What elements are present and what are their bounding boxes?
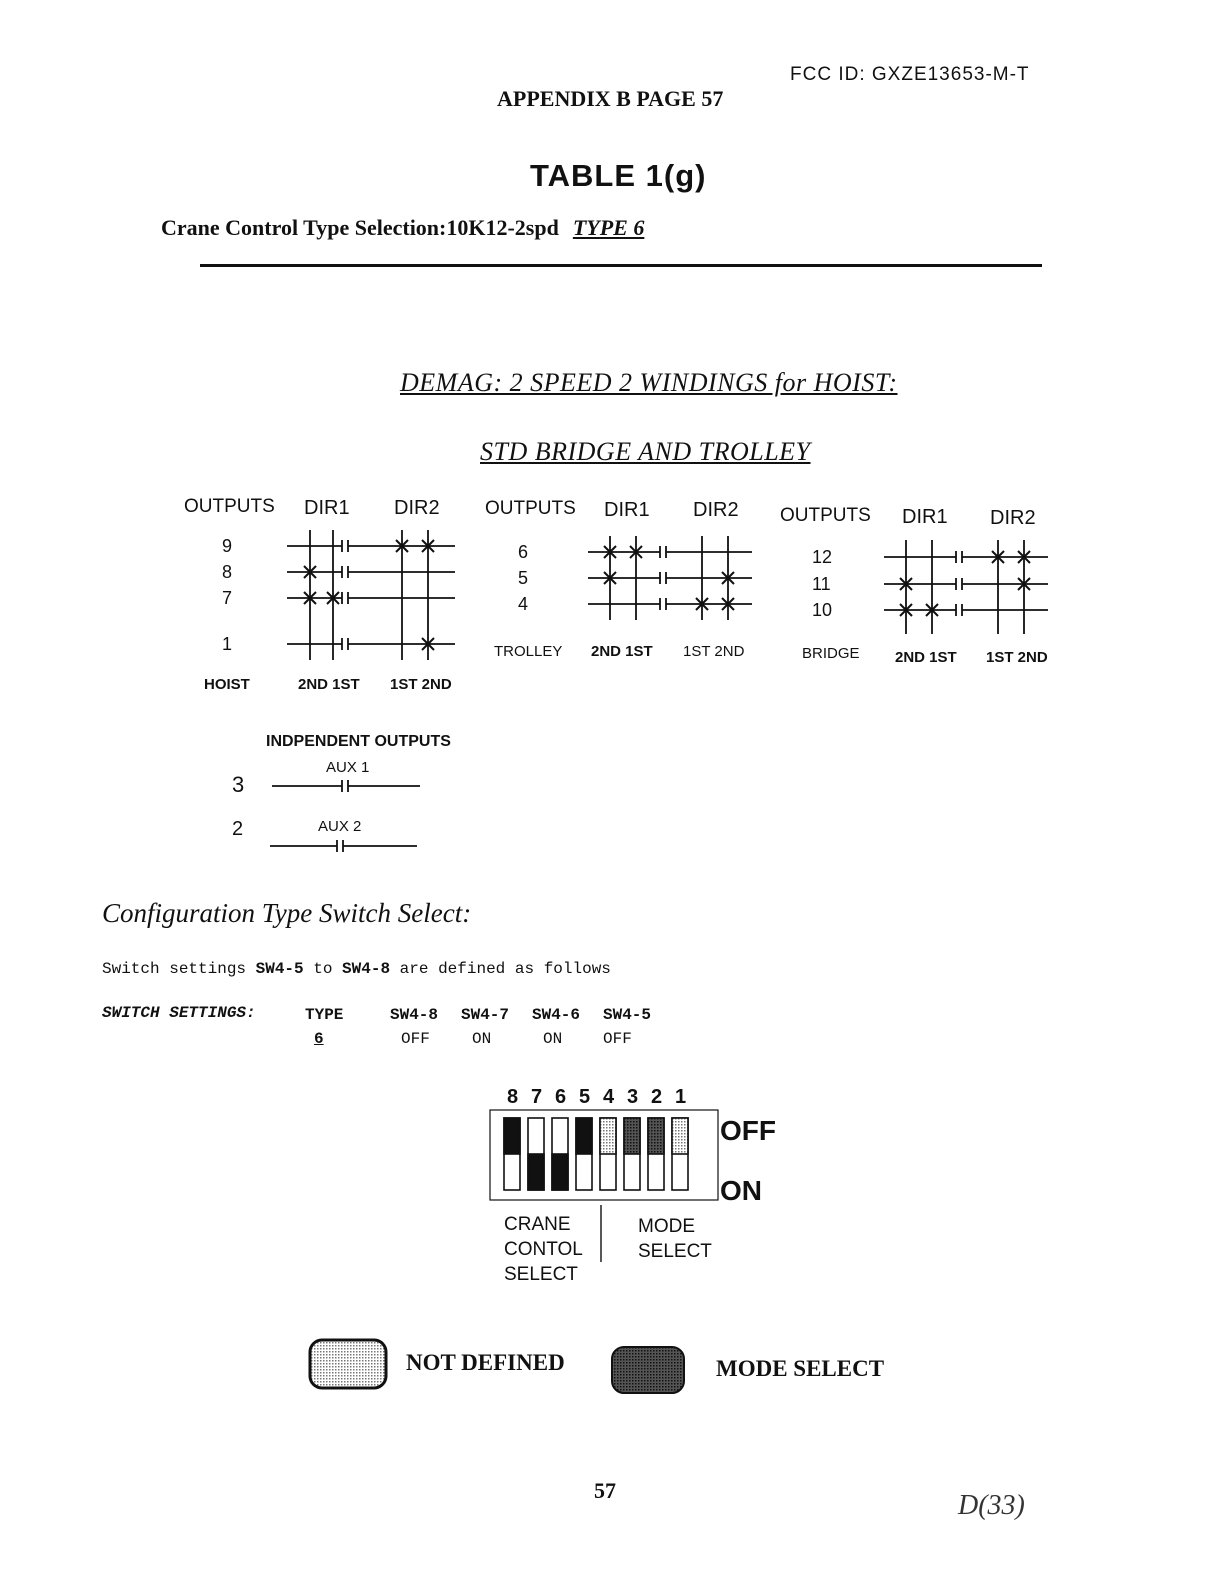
aux-contacts — [270, 780, 420, 852]
config-heading: Configuration Type Switch Select: — [102, 898, 472, 928]
switch-header: SW4-6 — [532, 1006, 581, 1024]
dip-number: 7 — [531, 1086, 543, 1108]
diagram-subheading: STD BRIDGE AND TROLLEY — [480, 437, 811, 466]
hoist-dir2-label: DIR2 — [394, 497, 440, 519]
type-header: TYPE — [305, 1006, 344, 1024]
trolley-speeds-left: 2ND 1ST — [591, 643, 653, 660]
crane-selection-label: Crane Control Type Selection:10K12-2spd — [161, 215, 559, 240]
independent-outputs-title: INDPENDENT OUTPUTS — [266, 733, 451, 750]
bridge-dir2-label: DIR2 — [990, 507, 1036, 529]
dip-knob — [600, 1118, 616, 1154]
switch-value: OFF — [603, 1030, 632, 1048]
switch-definition — [102, 960, 611, 978]
trolley-outputs-label: OUTPUTS — [485, 498, 576, 519]
dip-knob — [624, 1118, 640, 1154]
bridge-output-row: 10 — [812, 600, 833, 620]
hoist-name: HOIST — [204, 676, 250, 693]
hoist-output-row: 8 — [222, 562, 233, 582]
hoist-speeds-left: 2ND 1ST — [298, 676, 360, 693]
definition-sw-from: SW4-5 — [255, 960, 304, 978]
bridge-dir1-label: DIR1 — [902, 506, 948, 528]
bridge-ladder — [884, 540, 1048, 634]
dip-number: 2 — [651, 1086, 663, 1108]
trolley-dir2-label: DIR2 — [693, 499, 739, 521]
aux1-output-number: 3 — [232, 772, 245, 797]
switch-header: SW4-8 — [390, 1006, 439, 1024]
aux2-output-number: 2 — [232, 818, 244, 840]
aux1-label: AUX 1 — [326, 759, 370, 776]
hoist-output-row: 1 — [222, 634, 233, 654]
trolley-output-row: 5 — [518, 568, 529, 588]
hoist-dir1-label: DIR1 — [304, 497, 350, 519]
appendix-label: APPENDIX B PAGE 57 — [497, 86, 724, 111]
trolley-output-row: 6 — [518, 542, 529, 562]
dip-number: 8 — [507, 1086, 519, 1108]
crane-select-label: CRANE — [504, 1214, 571, 1235]
handwritten-annotation: D(33) — [958, 1490, 1025, 1521]
dip-knob — [672, 1118, 688, 1154]
bridge-outputs-label: OUTPUTS — [780, 505, 871, 526]
hoist-speeds-right: 1ST 2ND — [390, 676, 452, 693]
not-defined-label: NOT DEFINED — [406, 1350, 565, 1375]
dip-number: 6 — [555, 1086, 567, 1108]
dip-knob — [528, 1154, 544, 1190]
bridge-name: BRIDGE — [802, 645, 860, 662]
hoist-outputs-label: OUTPUTS — [184, 496, 275, 517]
bridge-output-row: 12 — [812, 547, 833, 567]
dip-switch-figure — [480, 1070, 800, 1300]
switch-value: OFF — [401, 1030, 430, 1048]
trolley-ladder — [588, 536, 752, 620]
hoist-ladder — [287, 530, 455, 660]
trolley-speeds-right: 1ST 2ND — [683, 643, 745, 660]
dip-number: 1 — [675, 1086, 687, 1108]
crane-select-label: CONTOL — [504, 1239, 583, 1260]
trolley-output-row: 4 — [518, 594, 529, 614]
dip-knob — [576, 1118, 592, 1154]
dip-off-label: OFF — [720, 1115, 776, 1146]
mode-select-swatch — [608, 1344, 688, 1400]
hoist-output-row: 9 — [222, 536, 233, 556]
definition-mid: to — [303, 960, 343, 978]
trolley-name: TROLLEY — [494, 643, 563, 660]
dip-knob — [504, 1118, 520, 1154]
switch-header: SW4-5 — [603, 1006, 652, 1024]
switch-header: SW4-7 — [461, 1006, 510, 1024]
hoist-output-row: 7 — [222, 588, 233, 608]
bridge-output-row: 11 — [812, 574, 831, 594]
diagram-heading: DEMAG: 2 SPEED 2 WINDINGS for HOIST: — [400, 368, 898, 397]
page-number: 57 — [594, 1478, 616, 1503]
fcc-id: FCC ID: GXZE13653-M-T — [790, 64, 1030, 85]
table-title: TABLE 1(g) — [530, 158, 707, 193]
definition-sw-to: SW4-8 — [342, 960, 391, 978]
dip-on-label: ON — [720, 1175, 762, 1206]
dip-number: 5 — [579, 1086, 591, 1108]
switch-value: ON — [543, 1030, 563, 1048]
bridge-speeds-right: 1ST 2ND — [986, 649, 1048, 666]
dip-knob — [648, 1118, 664, 1154]
crane-type: TYPE 6 — [572, 215, 645, 240]
definition-pre: Switch settings — [102, 960, 256, 978]
trolley-dir1-label: DIR1 — [604, 499, 650, 521]
aux2-label: AUX 2 — [318, 818, 362, 835]
mode-select-label: SELECT — [638, 1241, 712, 1262]
dip-position-numbers — [507, 1086, 686, 1108]
dip-number: 4 — [603, 1086, 615, 1108]
crane-select-label: SELECT — [504, 1264, 578, 1285]
dip-number: 3 — [627, 1086, 639, 1108]
mode-select-legend-label: MODE SELECT — [716, 1356, 885, 1381]
switch-value: ON — [472, 1030, 492, 1048]
dip-knob — [552, 1154, 568, 1190]
definition-post: are defined as follows — [390, 960, 611, 978]
mode-select-label: MODE — [638, 1216, 695, 1237]
type-value: 6 — [314, 1030, 324, 1048]
switch-settings-label: SWITCH SETTINGS: — [102, 1004, 256, 1022]
bridge-speeds-left: 2ND 1ST — [895, 649, 957, 666]
not-defined-swatch — [305, 1336, 395, 1396]
